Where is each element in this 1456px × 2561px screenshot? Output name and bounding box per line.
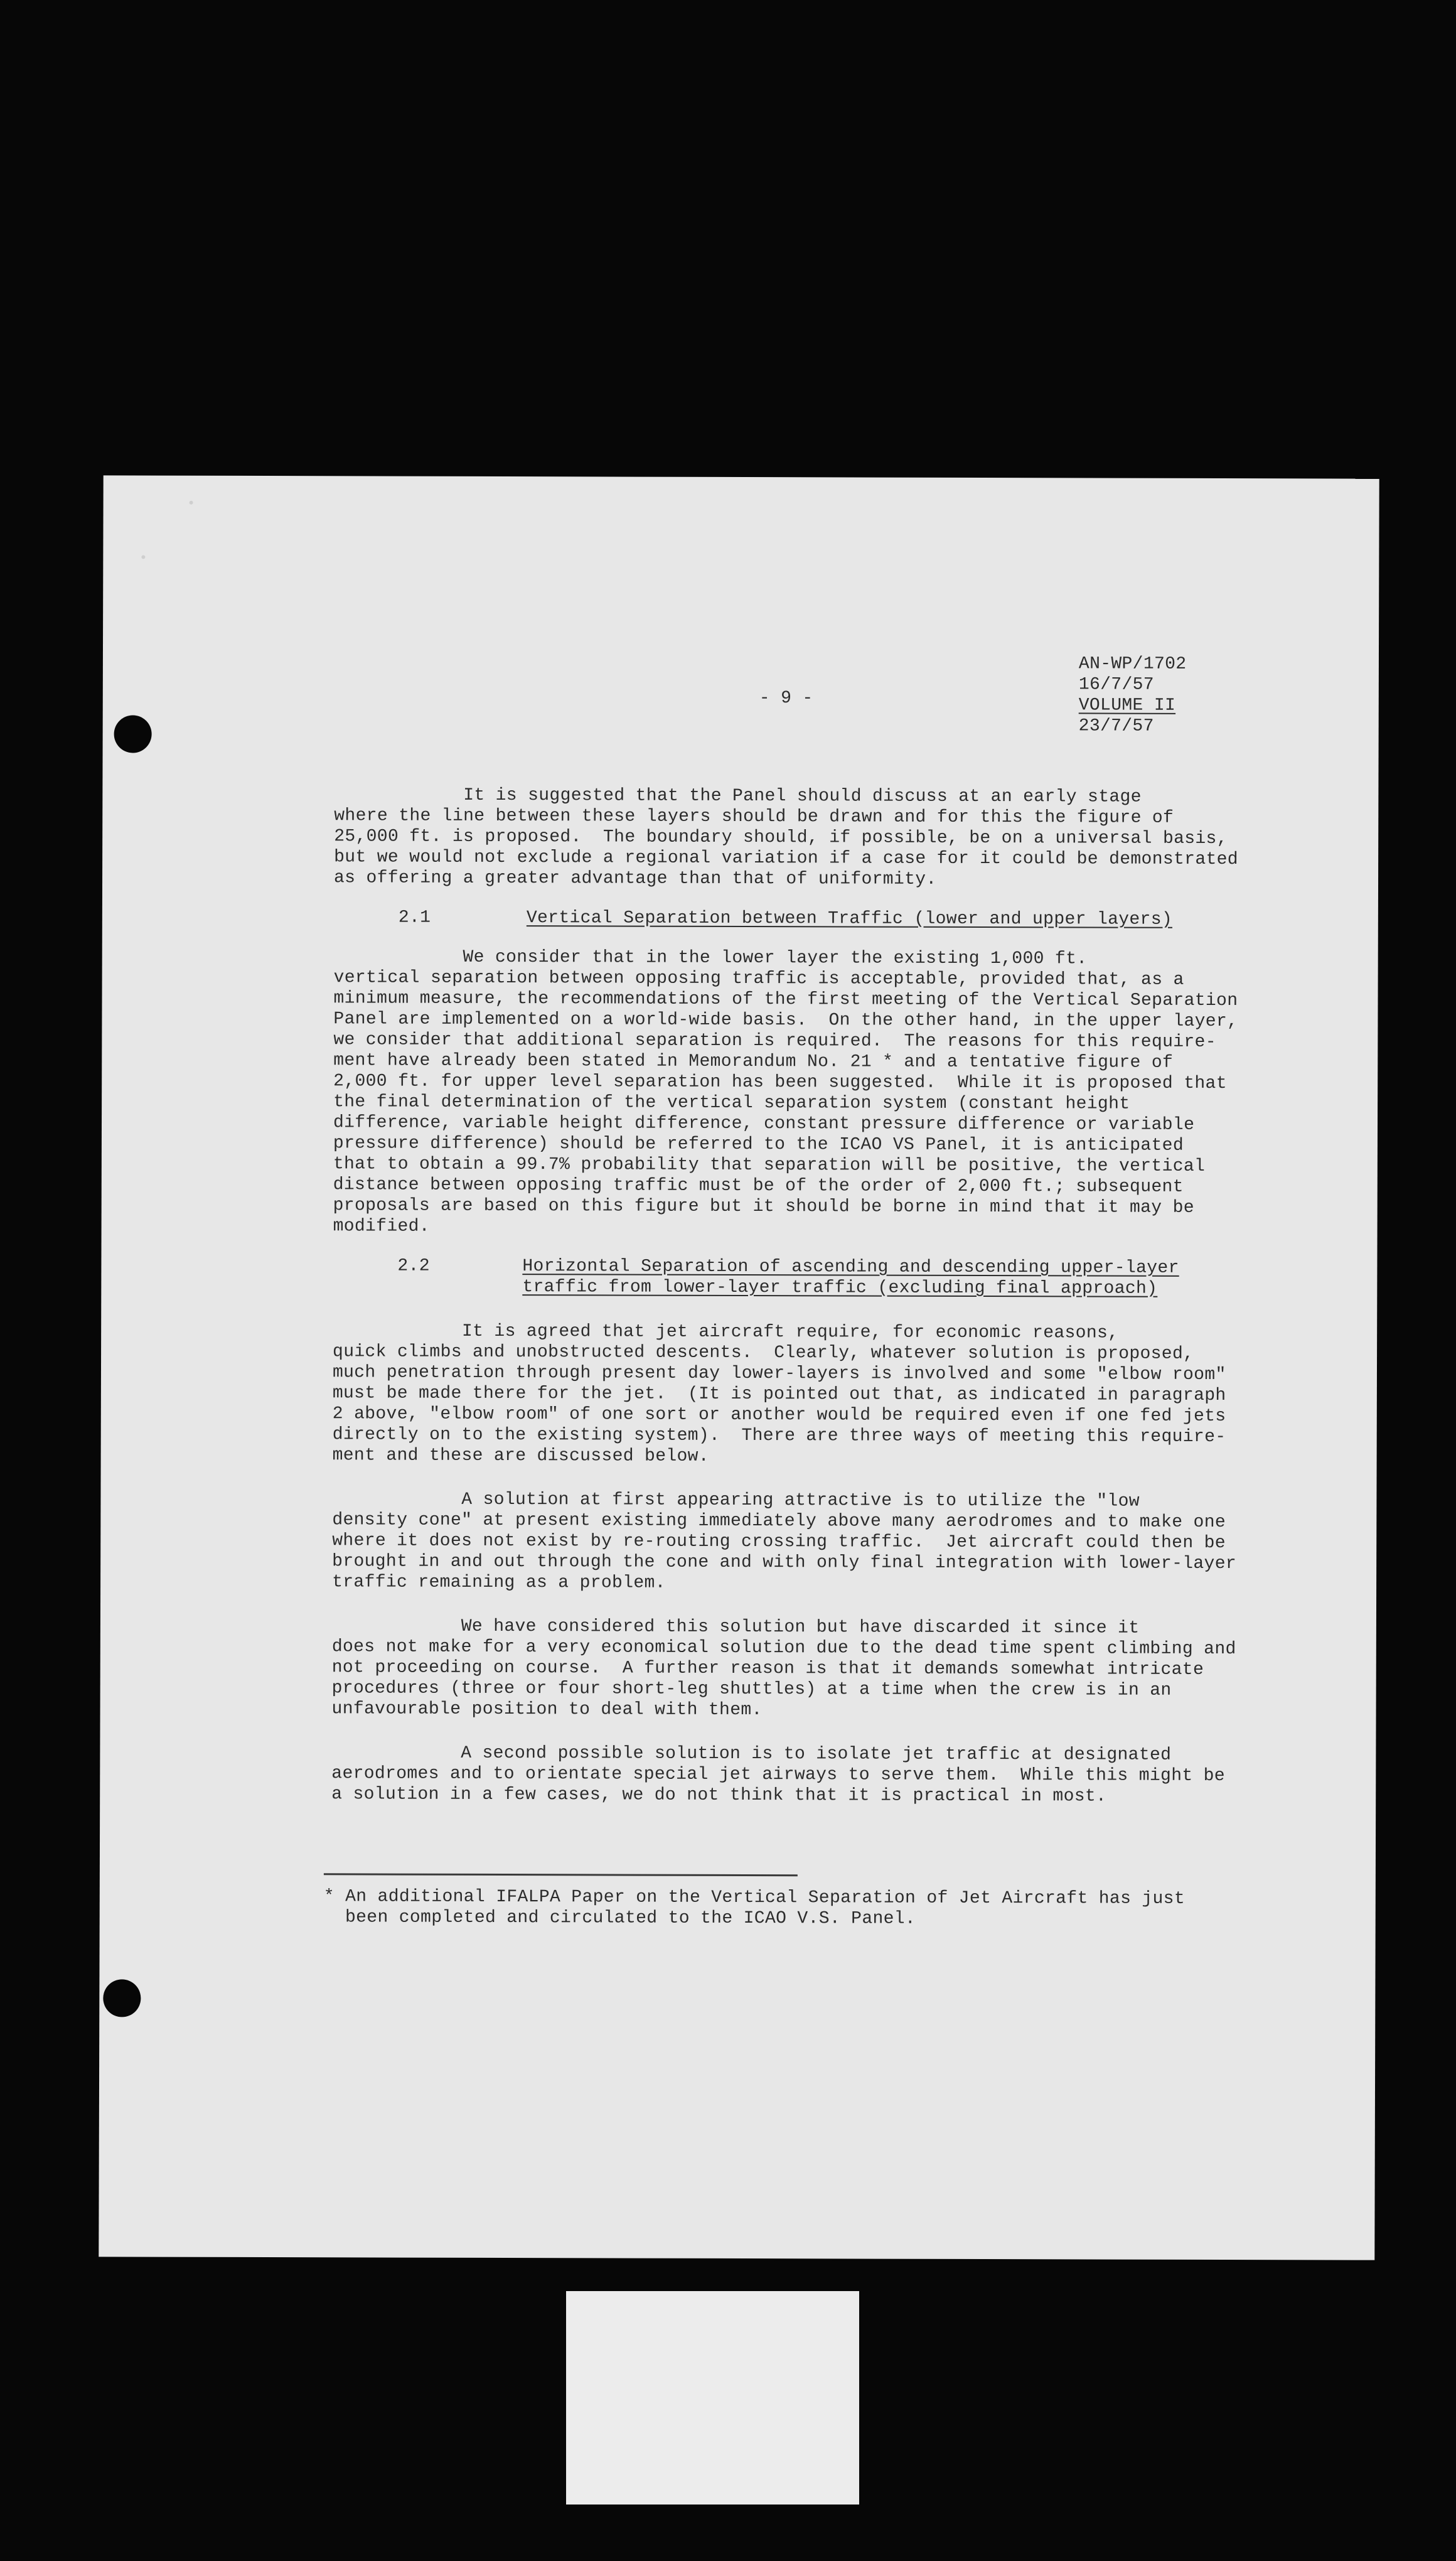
- text-line: * An additional IFALPA Paper on the Vertical Separation of Jet Aircraft has just: [323, 1887, 1186, 1909]
- section-heading: Vertical Separation between Traffic (lower and upper layers): [526, 908, 1173, 930]
- text-line: 2,000 ft. for upper level separation has been suggested. While it is proposed that: [333, 1071, 1227, 1094]
- punch-hole-bottom: [103, 1979, 141, 2017]
- text-line: much penetration through present day lower-layers is involved and some "elbow room": [332, 1363, 1226, 1385]
- text-line: we consider that additional separation is required. The reasons for this require-: [333, 1030, 1216, 1052]
- text-line: a solution in a few cases, we do not think that it is practical in most.: [331, 1785, 1107, 1807]
- document-page: [99, 475, 1379, 2260]
- text-line: been completed and circulated to the ICAO V.S. Panel.: [323, 1908, 916, 1929]
- text-line: We consider that in the lower layer the existing 1,000 ft.: [333, 947, 1088, 969]
- target-card: [566, 2291, 859, 2505]
- text-line: distance between opposing traffic must be of the order of 2,000 ft.; subsequent: [333, 1175, 1184, 1197]
- doc-ref-date-revised: 23/7/57: [1078, 716, 1154, 736]
- section-number: 2.2: [397, 1256, 430, 1276]
- text-line: procedures (three or four short-leg shuttles) at a time when the crew is in an: [331, 1678, 1172, 1700]
- text-line: does not make for a very economical solution due to the dead time spent climbing and: [331, 1637, 1236, 1660]
- text-line: quick climbs and unobstructed descents. Clearly, whatever solution is proposed,: [333, 1342, 1194, 1364]
- text-line: traffic remaining as a problem.: [332, 1572, 666, 1593]
- text-line: vertical separation between opposing traffic is acceptable, provided that, as a: [333, 968, 1184, 990]
- text-line: 25,000 ft. is proposed. The boundary should, if possible, be on a universal basis,: [334, 827, 1228, 849]
- speck: [190, 501, 193, 505]
- text-line: We have considered this solution but have discarded it since it: [331, 1616, 1140, 1638]
- text-line: 2 above, "elbow room" of one sort or another would be required even if one fed jets: [332, 1404, 1226, 1427]
- text-line: but we would not exclude a regional variation if a case for it could be demonstrated: [334, 847, 1239, 870]
- footnote-divider: [324, 1873, 798, 1876]
- text-line: the final determination of the vertical separation system (constant height: [333, 1092, 1130, 1114]
- text-line: It is agreed that jet aircraft require, for economic reasons,: [333, 1321, 1119, 1343]
- doc-ref-code: AN-WP/1702: [1078, 654, 1187, 674]
- text-line: ment have already been stated in Memorandum No. 21 * and a tentative figure of: [333, 1051, 1174, 1073]
- text-line: directly on to the existing system). There are three ways of meeting this require-: [332, 1425, 1226, 1447]
- text-line: where it does not exist by re-routing crossing traffic. Jet aircraft could then be: [332, 1531, 1226, 1554]
- text-line: ment and these are discussed below.: [332, 1446, 710, 1466]
- doc-ref-date: 16/7/57: [1078, 675, 1154, 695]
- text-line: It is suggested that the Panel should discuss at an early stage: [334, 785, 1142, 807]
- doc-ref-volume: VOLUME II: [1078, 695, 1176, 716]
- text-line: modified.: [333, 1216, 431, 1237]
- punch-hole-top: [114, 715, 152, 753]
- text-line: pressure difference) should be referred to the ICAO VS Panel, it is anticipated: [333, 1134, 1184, 1156]
- text-line: must be made there for the jet. (It is pointed out that, as indicated in paragraph: [332, 1383, 1226, 1406]
- text-line: proposals are based on this figure but it should be borne in mind that it may be: [333, 1196, 1194, 1218]
- text-line: A solution at first appearing attractive is to utilize the "low: [332, 1490, 1140, 1511]
- text-line: where the line between these layers should be drawn and for this the figure of: [334, 806, 1174, 828]
- text-line: aerodromes and to orientate special jet airways to serve them. While this might be: [331, 1764, 1226, 1786]
- text-line: difference, variable height difference, constant pressure difference or variable: [333, 1113, 1195, 1135]
- text-line: unfavourable position to deal with them.: [331, 1699, 763, 1721]
- text-line: density cone" at present existing immediately above many aerodromes and to make one: [332, 1510, 1226, 1533]
- page-number: - 9 -: [759, 689, 813, 709]
- text-line: Panel are implemented on a world-wide basis. On the other hand, in the upper layer,: [333, 1009, 1238, 1032]
- text-line: brought in and out through the cone and with only final integration with lower-layer: [332, 1552, 1237, 1574]
- section-number: 2.1: [398, 908, 431, 928]
- speck: [141, 556, 145, 559]
- text-line: A second possible solution is to isolate jet traffic at designated: [331, 1743, 1172, 1765]
- text-line: not proceeding on course. A further reason is that it demands somewhat intricate: [331, 1658, 1204, 1680]
- text-line: minimum measure, the recommendations of the first meeting of the Vertical Separation: [333, 989, 1238, 1011]
- section-heading: Horizontal Separation of ascending and descending upper-layer: [522, 1257, 1179, 1278]
- section-heading: traffic from lower-layer traffic (excluding final approach): [522, 1277, 1158, 1299]
- text-line: as offering a greater advantage than that of uniformity.: [333, 868, 937, 889]
- text-line: that to obtain a 99.7% probability that separation will be positive, the vertical: [333, 1154, 1206, 1176]
